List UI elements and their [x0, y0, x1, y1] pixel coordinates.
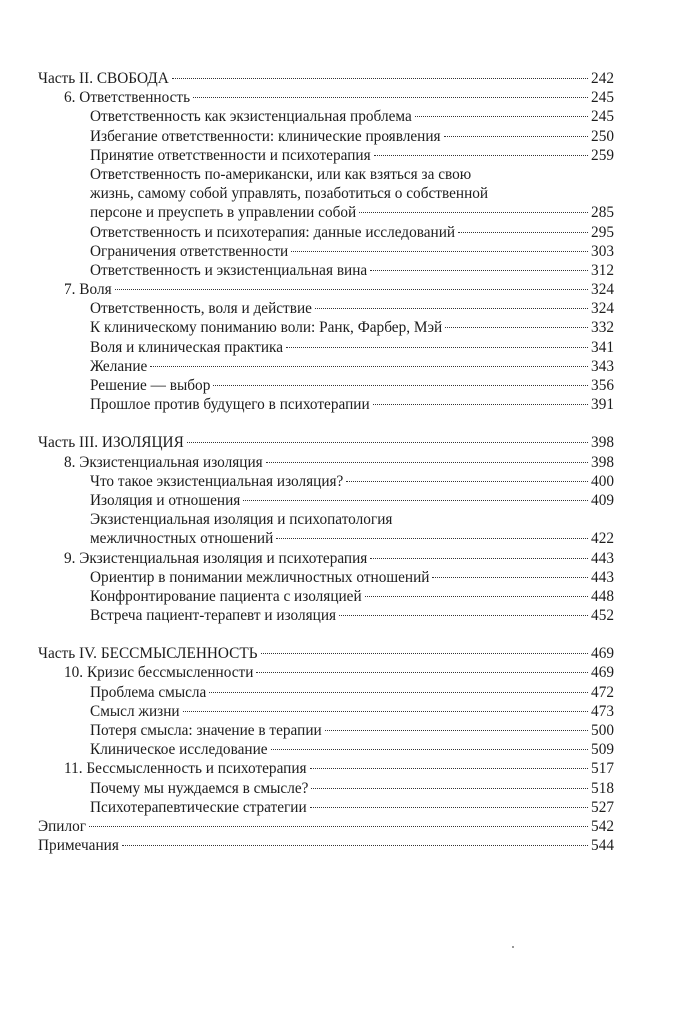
toc-section-entry[interactable] [38, 798, 614, 817]
toc-section-entry[interactable] [38, 606, 614, 625]
dot-leader [445, 327, 588, 328]
section-gap [38, 414, 614, 433]
toc-chapter-entry[interactable] [38, 88, 614, 107]
toc-section-entry[interactable] [38, 683, 614, 702]
dot-leader [256, 672, 588, 673]
dot-leader [311, 788, 588, 789]
dot-leader [370, 270, 588, 271]
toc-part-entry[interactable] [38, 836, 614, 855]
toc-section-entry[interactable] [38, 184, 614, 203]
toc-section-entry[interactable] [38, 510, 614, 529]
toc-section-entry[interactable] [38, 395, 614, 414]
toc-entry-title: Потеря смысла: значение в терапии [90, 722, 322, 739]
toc-section-entry[interactable] [38, 357, 614, 376]
toc-section-entry[interactable] [38, 740, 614, 759]
toc-page-number: 245 [591, 89, 614, 107]
toc-entry-title: Изоляция и отношения [90, 491, 241, 509]
toc-entry-title: Почему мы нуждаемся в смысле? [90, 779, 309, 797]
dot-leader [339, 615, 588, 616]
dot-leader [213, 385, 588, 386]
toc-page-number: 391 [591, 396, 614, 414]
toc-entry-title: Ограничения ответственности [90, 242, 289, 260]
toc-entry-title: Решение — выбор [90, 377, 211, 394]
toc-entry-title: 9. Экзистенциальная изоляция и психотерапия [64, 549, 368, 567]
toc-part-entry[interactable] [38, 817, 614, 836]
dot-leader [115, 289, 588, 290]
toc-entry-title: 8. Экзистенциальная изоляция [64, 453, 263, 471]
toc-page-number: 303 [591, 242, 614, 260]
toc-page-number: 356 [591, 377, 614, 394]
toc-section-entry[interactable] [38, 472, 614, 491]
toc-page-number: 245 [591, 108, 614, 126]
toc-entry-title: персоне и преуспеть в управлении собой [90, 204, 357, 222]
toc-entry-title: Конфронтирование пациента с изоляцией [90, 587, 362, 605]
toc-chapter-entry[interactable] [38, 453, 614, 472]
toc-entry-title: 11. Бессмысленность и психотерапия [64, 760, 307, 778]
toc-entry-title: Проблема смысла [90, 683, 207, 701]
toc-page-number: 518 [591, 779, 614, 797]
toc-page-number: 332 [591, 319, 614, 337]
toc-entry-title: Эпилог [38, 817, 87, 835]
toc-entry-title: Ответственность по-американски, или как взяться за свою [90, 165, 472, 183]
page-speck [512, 946, 514, 948]
toc-entry-title: Смысл жизни [90, 702, 180, 720]
dot-leader [374, 155, 588, 156]
toc-entry-title: 6. Ответственность [64, 89, 191, 107]
dot-leader [150, 366, 588, 367]
toc-page-number: 343 [591, 357, 614, 375]
toc-page-number: 443 [591, 568, 614, 586]
dot-leader [187, 442, 588, 443]
toc-page-number: 422 [591, 530, 614, 548]
toc-entry-title: Желание [90, 357, 148, 375]
toc-entry-title: Воля и клиническая практика [90, 338, 283, 356]
toc-page-number: 448 [591, 587, 614, 605]
table-of-contents [38, 69, 614, 855]
toc-page-number: 250 [591, 127, 614, 145]
toc-page-number: 295 [591, 223, 614, 241]
dot-leader [271, 749, 589, 750]
toc-part-entry[interactable] [38, 644, 614, 663]
toc-entry-title: Экзистенциальная изоляция и психопатология [90, 511, 393, 529]
toc-page-number: 527 [591, 798, 614, 816]
dot-leader [286, 347, 588, 348]
dot-leader [89, 826, 588, 827]
toc-section-entry[interactable] [38, 127, 614, 146]
toc-page-number: 312 [591, 261, 614, 279]
toc-chapter-entry[interactable] [38, 549, 614, 568]
toc-page-number: 542 [591, 817, 614, 835]
toc-section-entry[interactable] [38, 779, 614, 798]
toc-section-entry[interactable] [38, 587, 614, 606]
dot-leader [444, 136, 588, 137]
section-gap [38, 625, 614, 644]
toc-chapter-entry[interactable] [38, 759, 614, 778]
dot-leader [310, 807, 588, 808]
dot-leader [193, 97, 588, 98]
toc-entry-title: Часть II. СВОБОДА [38, 70, 169, 87]
toc-section-entry[interactable] [38, 529, 614, 548]
dot-leader [346, 481, 588, 482]
toc-entry-title: Ответственность и психотерапия: данные исследований [90, 223, 456, 241]
dot-leader [370, 558, 588, 559]
dot-leader [243, 500, 588, 501]
toc-page-number: 469 [591, 664, 614, 682]
toc-entry-title: Принятие ответственности и психотерапия [90, 146, 371, 164]
toc-page-number: 242 [591, 70, 614, 87]
dot-leader [276, 538, 588, 539]
toc-chapter-entry[interactable] [38, 663, 614, 682]
toc-entry-title: Часть III. ИЗОЛЯЦИЯ [38, 434, 184, 452]
toc-page-number: 544 [591, 837, 614, 855]
toc-page-number: 285 [591, 204, 614, 222]
toc-entry-title: Ориентир в понимании межличностных отношений [90, 568, 430, 586]
toc-entry-title: Что такое экзистенциальная изоляция? [90, 472, 344, 490]
dot-leader [458, 232, 588, 233]
toc-page-number: 500 [591, 722, 614, 739]
toc-entry-title: Ответственность как экзистенциальная проблема [90, 108, 412, 126]
dot-leader [415, 116, 588, 117]
dot-leader [325, 730, 588, 731]
toc-section-entry[interactable] [38, 223, 614, 242]
toc-section-entry[interactable] [38, 299, 614, 318]
toc-chapter-entry[interactable] [38, 280, 614, 299]
toc-section-entry[interactable] [38, 165, 614, 184]
toc-page-number: 517 [591, 760, 614, 778]
toc-entry-title: жизнь, самому собой управлять, позаботиться о собственной [90, 185, 489, 203]
toc-entry-title: 10. Кризис бессмысленности [64, 664, 254, 682]
toc-page-number: 443 [591, 549, 614, 567]
toc-section-entry[interactable] [38, 318, 614, 337]
toc-section-entry[interactable] [38, 702, 614, 721]
toc-page-number: 259 [591, 146, 614, 164]
toc-section-entry[interactable] [38, 203, 614, 222]
toc-page-number: 398 [591, 434, 614, 452]
toc-section-entry[interactable] [38, 107, 614, 126]
toc-page-number: 509 [591, 741, 614, 759]
dot-leader [373, 404, 588, 405]
toc-entry-title: Клиническое исследование [90, 741, 268, 759]
toc-section-entry[interactable] [38, 376, 614, 395]
dot-leader [310, 768, 588, 769]
toc-part-entry[interactable] [38, 69, 614, 88]
toc-page-number: 398 [591, 453, 614, 471]
toc-part-entry[interactable] [38, 433, 614, 452]
toc-page-number: 452 [591, 607, 614, 625]
dot-leader [183, 711, 588, 712]
toc-page-number: 472 [591, 683, 614, 701]
toc-page-number: 400 [591, 472, 614, 490]
toc-entry-title: К клиническому пониманию воли: Ранк, Фарбер, Мэй [90, 319, 443, 337]
dot-leader [209, 692, 588, 693]
dot-leader [261, 653, 589, 654]
dot-leader [365, 596, 588, 597]
toc-section-entry[interactable] [38, 568, 614, 587]
dot-leader [266, 462, 588, 463]
dot-leader [315, 308, 588, 309]
toc-entry-title: 7. Воля [64, 281, 112, 299]
toc-page-number: 324 [591, 300, 614, 318]
dot-leader [172, 78, 588, 79]
dot-leader [432, 577, 588, 578]
dot-leader [359, 212, 588, 213]
toc-entry-title: Примечания [38, 837, 119, 855]
toc-entry-title: Психотерапевтические стратегии [90, 798, 307, 816]
toc-page-number: 409 [591, 491, 614, 509]
toc-entry-title: Часть IV. БЕССМЫСЛЕННОСТЬ [38, 645, 258, 663]
toc-page-number: 469 [591, 645, 614, 663]
toc-section-entry[interactable] [38, 338, 614, 357]
toc-section-entry[interactable] [38, 261, 614, 280]
toc-entry-title: Встреча пациент-терапевт и изоляция [90, 607, 337, 625]
toc-entry-title: Прошлое против будущего в психотерапии [90, 396, 370, 414]
toc-entry-title: Избегание ответственности: клинические проявления [90, 127, 441, 145]
toc-section-entry[interactable] [38, 242, 614, 261]
toc-entry-title: Ответственность и экзистенциальная вина [90, 261, 368, 279]
dot-leader [291, 251, 588, 252]
toc-section-entry[interactable] [38, 721, 614, 740]
toc-section-entry[interactable] [38, 146, 614, 165]
toc-section-entry[interactable] [38, 491, 614, 510]
toc-page-number: 473 [591, 702, 614, 720]
dot-leader [122, 845, 588, 846]
toc-page-number: 324 [591, 281, 614, 299]
toc-page-number: 341 [591, 338, 614, 356]
toc-entry-title: межличностных отношений [90, 530, 274, 548]
toc-entry-title: Ответственность, воля и действие [90, 300, 312, 318]
